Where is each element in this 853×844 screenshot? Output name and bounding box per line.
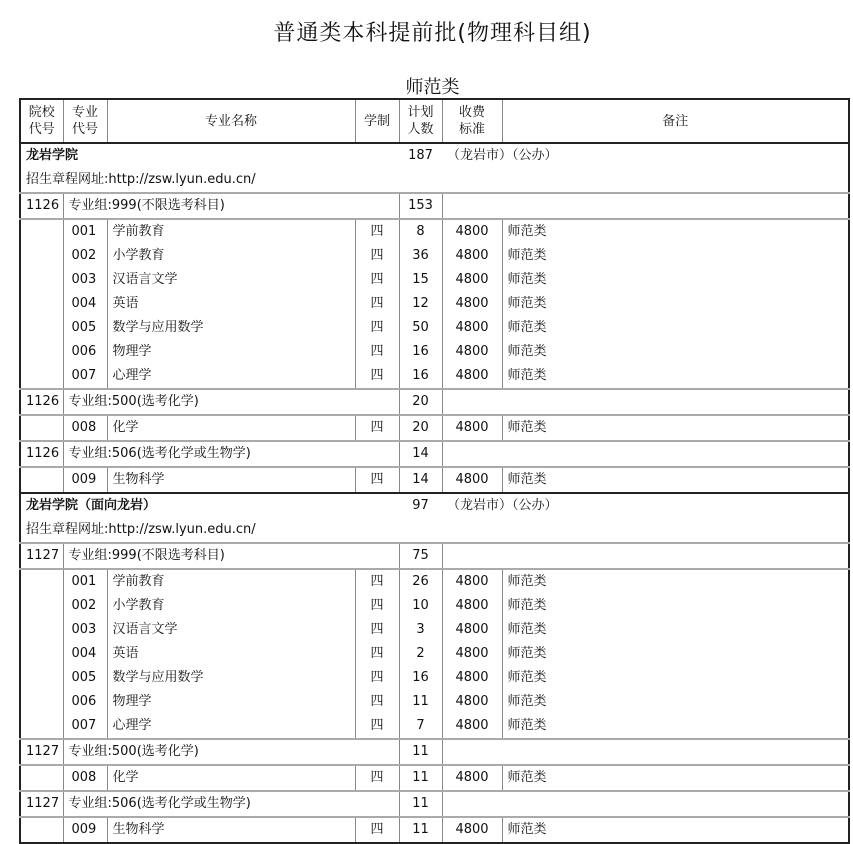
major-group-row (20, 739, 849, 765)
item-school-code-empty (20, 292, 63, 316)
major-row (20, 219, 849, 244)
major-note: 师范类 (502, 817, 849, 843)
group-blank (442, 389, 849, 415)
major-row (20, 467, 849, 493)
major-note: 师范类 (502, 765, 849, 791)
major-row (20, 415, 849, 441)
major-group-row (20, 441, 849, 467)
major-name: 心理学 (107, 714, 355, 739)
major-name: 数学与应用数学 (107, 316, 355, 340)
major-fee: 4800 (442, 364, 502, 389)
major-note: 师范类 (502, 642, 849, 666)
major-duration: 四 (355, 765, 399, 791)
major-plan: 10 (399, 594, 442, 618)
group-count: 11 (399, 739, 442, 765)
school-name: 龙岩学院（面向龙岩） (20, 493, 355, 518)
major-fee: 4800 (442, 714, 502, 739)
major-duration: 四 (355, 594, 399, 618)
major-duration: 四 (355, 467, 399, 493)
major-plan: 16 (399, 364, 442, 389)
major-group-row (20, 543, 849, 569)
item-school-code-empty (20, 364, 63, 389)
major-code: 005 (63, 666, 107, 690)
major-note: 师范类 (502, 569, 849, 594)
major-row (20, 666, 849, 690)
major-name: 英语 (107, 642, 355, 666)
major-duration: 四 (355, 642, 399, 666)
group-blank (442, 739, 849, 765)
major-code: 004 (63, 642, 107, 666)
header-fee: 收费 标准 (442, 99, 502, 143)
major-plan: 26 (399, 569, 442, 594)
major-plan: 15 (399, 268, 442, 292)
major-note: 师范类 (502, 268, 849, 292)
major-plan: 16 (399, 666, 442, 690)
major-name: 数学与应用数学 (107, 666, 355, 690)
major-group-row (20, 791, 849, 817)
school-total: 97 (399, 493, 442, 518)
major-note: 师范类 (502, 714, 849, 739)
item-school-code-empty (20, 340, 63, 364)
group-label: 专业组:506(选考化学或生物学) (63, 441, 399, 467)
group-school-code: 1126 (20, 389, 63, 415)
major-plan: 8 (399, 219, 442, 244)
major-code: 007 (63, 364, 107, 389)
major-duration: 四 (355, 618, 399, 642)
item-school-code-empty (20, 467, 63, 493)
major-note: 师范类 (502, 292, 849, 316)
school-note: （龙岩市）（公办） (442, 143, 849, 168)
school-blank (355, 143, 399, 168)
major-fee: 4800 (442, 690, 502, 714)
major-name: 英语 (107, 292, 355, 316)
major-duration: 四 (355, 569, 399, 594)
school-url-row (20, 518, 849, 543)
item-school-code-empty (20, 569, 63, 594)
major-duration: 四 (355, 364, 399, 389)
group-blank (442, 441, 849, 467)
major-plan: 36 (399, 244, 442, 268)
header-duration: 学制 (355, 99, 399, 143)
major-fee: 4800 (442, 765, 502, 791)
major-code: 009 (63, 817, 107, 843)
major-duration: 四 (355, 690, 399, 714)
school-note: （龙岩市）（公办） (442, 493, 849, 518)
school-row (20, 493, 849, 518)
major-row (20, 340, 849, 364)
major-fee: 4800 (442, 244, 502, 268)
major-code: 006 (63, 690, 107, 714)
major-code: 001 (63, 219, 107, 244)
header-note: 备注 (502, 99, 849, 143)
major-fee: 4800 (442, 666, 502, 690)
item-school-code-empty (20, 316, 63, 340)
group-count: 11 (399, 791, 442, 817)
major-fee: 4800 (442, 268, 502, 292)
group-school-code: 1126 (20, 193, 63, 219)
major-plan: 20 (399, 415, 442, 441)
group-blank (442, 791, 849, 817)
item-school-code-empty (20, 765, 63, 791)
header-major-code: 专业 代号 (63, 99, 107, 143)
major-name: 汉语言文学 (107, 268, 355, 292)
major-duration: 四 (355, 714, 399, 739)
group-count: 75 (399, 543, 442, 569)
group-count: 20 (399, 389, 442, 415)
major-fee: 4800 (442, 594, 502, 618)
major-note: 师范类 (502, 244, 849, 268)
major-group-row (20, 389, 849, 415)
major-row (20, 292, 849, 316)
major-note: 师范类 (502, 219, 849, 244)
major-note: 师范类 (502, 618, 849, 642)
major-name: 物理学 (107, 690, 355, 714)
major-row (20, 268, 849, 292)
group-blank (442, 543, 849, 569)
item-school-code-empty (20, 817, 63, 843)
major-note: 师范类 (502, 415, 849, 441)
item-school-code-empty (20, 642, 63, 666)
admission-charter-url[interactable]: 招生章程网址:http://zsw.lyun.edu.cn/ (20, 168, 849, 193)
major-row (20, 714, 849, 739)
major-fee: 4800 (442, 292, 502, 316)
major-name: 物理学 (107, 340, 355, 364)
major-note: 师范类 (502, 666, 849, 690)
group-label: 专业组:999(不限选考科目) (63, 193, 399, 219)
major-code: 005 (63, 316, 107, 340)
major-code: 008 (63, 415, 107, 441)
major-name: 化学 (107, 415, 355, 441)
group-count: 14 (399, 441, 442, 467)
major-duration: 四 (355, 817, 399, 843)
major-duration: 四 (355, 666, 399, 690)
major-plan: 2 (399, 642, 442, 666)
major-plan: 7 (399, 714, 442, 739)
header-school-code: 院校 代号 (20, 99, 63, 143)
major-code: 003 (63, 268, 107, 292)
major-row (20, 690, 849, 714)
major-name: 学前教育 (107, 219, 355, 244)
group-school-code: 1127 (20, 543, 63, 569)
major-note: 师范类 (502, 467, 849, 493)
major-row (20, 618, 849, 642)
major-note: 师范类 (502, 340, 849, 364)
admission-charter-url[interactable]: 招生章程网址:http://zsw.lyun.edu.cn/ (20, 518, 849, 543)
major-fee: 4800 (442, 415, 502, 441)
header-plan: 计划 人数 (399, 99, 442, 143)
major-code: 001 (63, 569, 107, 594)
major-duration: 四 (355, 268, 399, 292)
major-duration: 四 (355, 340, 399, 364)
major-code: 004 (63, 292, 107, 316)
major-plan: 16 (399, 340, 442, 364)
school-blank (355, 493, 399, 518)
major-code: 006 (63, 340, 107, 364)
major-duration: 四 (355, 316, 399, 340)
item-school-code-empty (20, 618, 63, 642)
major-row (20, 364, 849, 389)
school-url-row (20, 168, 849, 193)
group-count: 153 (399, 193, 442, 219)
table-header-row (20, 99, 849, 143)
major-fee: 4800 (442, 569, 502, 594)
major-plan: 12 (399, 292, 442, 316)
major-fee: 4800 (442, 817, 502, 843)
major-code: 002 (63, 594, 107, 618)
major-duration: 四 (355, 244, 399, 268)
major-fee: 4800 (442, 219, 502, 244)
item-school-code-empty (20, 415, 63, 441)
major-name: 心理学 (107, 364, 355, 389)
major-code: 008 (63, 765, 107, 791)
major-plan: 11 (399, 690, 442, 714)
major-row (20, 642, 849, 666)
major-note: 师范类 (502, 690, 849, 714)
item-school-code-empty (20, 594, 63, 618)
group-label: 专业组:999(不限选考科目) (63, 543, 399, 569)
group-school-code: 1127 (20, 739, 63, 765)
major-row (20, 244, 849, 268)
major-row (20, 569, 849, 594)
major-note: 师范类 (502, 316, 849, 340)
major-row (20, 765, 849, 791)
header-major-name: 专业名称 (107, 99, 355, 143)
major-code: 007 (63, 714, 107, 739)
major-plan: 3 (399, 618, 442, 642)
item-school-code-empty (20, 244, 63, 268)
major-note: 师范类 (502, 364, 849, 389)
school-name: 龙岩学院 (20, 143, 355, 168)
major-plan: 11 (399, 765, 442, 791)
page-title: 普通类本科提前批(物理科目组) (273, 21, 592, 46)
item-school-code-empty (20, 714, 63, 739)
major-duration: 四 (355, 219, 399, 244)
major-row (20, 316, 849, 340)
major-name: 生物科学 (107, 817, 355, 843)
major-fee: 4800 (442, 467, 502, 493)
table-body (20, 143, 849, 843)
section-title: 师范类 (405, 77, 460, 98)
item-school-code-empty (20, 666, 63, 690)
school-total: 187 (399, 143, 442, 168)
major-name: 小学教育 (107, 594, 355, 618)
group-label: 专业组:506(选考化学或生物学) (63, 791, 399, 817)
major-name: 汉语言文学 (107, 618, 355, 642)
major-code: 009 (63, 467, 107, 493)
major-name: 小学教育 (107, 244, 355, 268)
school-row (20, 143, 849, 168)
major-row (20, 817, 849, 843)
group-blank (442, 193, 849, 219)
major-plan: 11 (399, 817, 442, 843)
major-plan: 50 (399, 316, 442, 340)
major-row (20, 594, 849, 618)
major-fee: 4800 (442, 618, 502, 642)
major-code: 002 (63, 244, 107, 268)
item-school-code-empty (20, 268, 63, 292)
major-fee: 4800 (442, 316, 502, 340)
item-school-code-empty (20, 219, 63, 244)
group-label: 专业组:500(选考化学) (63, 739, 399, 765)
major-fee: 4800 (442, 340, 502, 364)
major-name: 化学 (107, 765, 355, 791)
major-name: 学前教育 (107, 569, 355, 594)
item-school-code-empty (20, 690, 63, 714)
group-school-code: 1127 (20, 791, 63, 817)
major-name: 生物科学 (107, 467, 355, 493)
major-note: 师范类 (502, 594, 849, 618)
major-code: 003 (63, 618, 107, 642)
major-group-row (20, 193, 849, 219)
major-duration: 四 (355, 415, 399, 441)
admission-plan-table (19, 98, 850, 844)
group-label: 专业组:500(选考化学) (63, 389, 399, 415)
major-plan: 14 (399, 467, 442, 493)
major-fee: 4800 (442, 642, 502, 666)
group-school-code: 1126 (20, 441, 63, 467)
major-duration: 四 (355, 292, 399, 316)
